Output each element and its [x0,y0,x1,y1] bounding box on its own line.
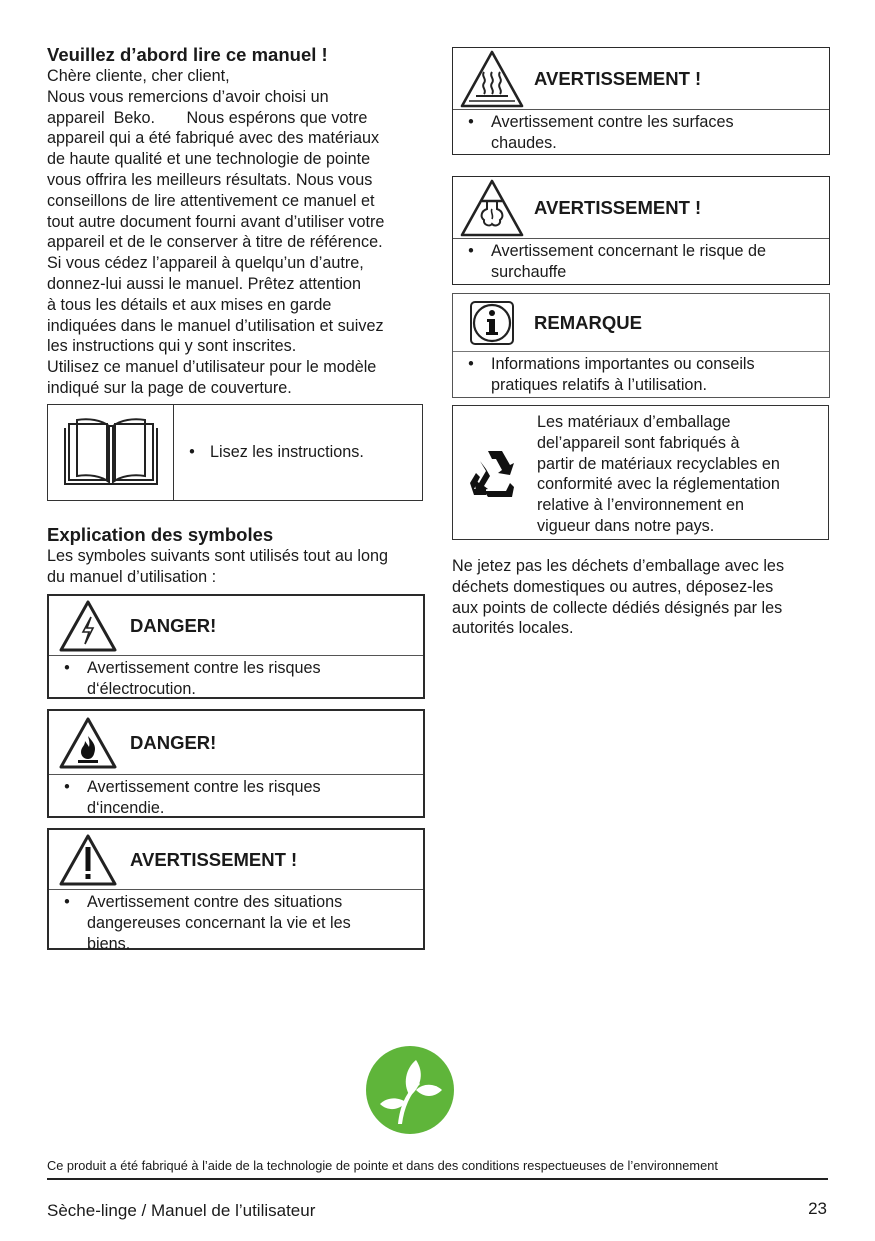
box-text-line: Avertissement contre les risques [87,778,321,796]
disposal-line: déchets domestiques ou autres, déposez-les [452,577,774,596]
box-text-line: chaudes. [491,133,557,152]
intro-line: à tous les détails et aux mises en garde [47,295,332,314]
read-instructions-text [174,405,422,500]
intro-line: Si vous cédez l’appareil à quelqu’un d’autre, [47,254,364,273]
bullet: • [64,778,70,796]
info-icon [453,301,531,345]
intro-title: Veuillez d’abord lire ce manuel ! [47,44,328,65]
box-text-line: Avertissement concernant le risque de [491,242,767,260]
note-box [452,293,830,398]
intro-line: conseillons de lire attentivement ce manuel et [47,191,375,210]
intro-line: appareil qui a été fabriqué avec des matériaux [47,129,380,148]
box-title: DANGER! [130,731,217,753]
box-text-line: Informations importantes ou conseils [491,355,755,373]
box-text-line: biens. [87,934,131,953]
disposal-line: Ne jetez pas les déchets d’emballage avec les [452,557,785,575]
intro-line: tout autre document fourni avant d’utiliser votre [47,212,385,231]
electric-shock-warning-icon [49,599,127,653]
box-title: AVERTISSEMENT ! [130,848,298,870]
read-instructions-box [47,404,423,501]
intro-line: indiquées dans le manuel d’utilisation et suivez [47,316,384,335]
box-text-line: pratiques relatifs à l’utilisation. [491,375,707,394]
document-title: Sèche-linge / Manuel de l’utilisateur [47,1201,316,1220]
recycle-box [452,405,829,540]
page-number: 23 [808,1199,827,1218]
recycle-text-line: conformité avec la réglementation [537,475,780,494]
recycle-text-line: relative à l’environnement en [537,496,744,515]
intro-line: les instructions qui y sont inscrites. [47,337,297,356]
recycle-text-line: partir de matériaux recyclables en [537,454,780,473]
box-title: DANGER! [130,614,217,636]
bullet: • [64,893,70,911]
intro-section [47,44,425,399]
recycle-text-line: del’appareil sont fabriqués à [537,433,740,452]
box-title: REMARQUE [534,311,642,333]
intro-line: appareil et de le conserver à titre de référence. [47,233,383,252]
bullet: • [468,113,474,131]
recycle-text-line: vigueur dans notre pays. [537,516,715,535]
bullet: • [468,242,474,260]
symbols-description [47,546,425,588]
box-title: AVERTISSEMENT ! [534,67,702,89]
danger-fire-box [47,709,425,818]
bullet: • [468,355,474,373]
intro-line: de haute qualité et une technologie de pointe [47,150,371,169]
intro-line: vous offrira les meilleurs résultats. Nous vous [47,170,373,189]
symbols-desc-line: Les symboles suivants sont utilisés tout au long [47,547,389,565]
intro-line: Utilisez ce manuel d’utilisateur pour le modèle [47,358,377,377]
danger-electric-box [47,594,425,699]
symbols-section [47,524,425,588]
intro-line: donnez-lui aussi le manuel. Prêtez attention [47,274,362,293]
disposal-line: autorités locales. [452,619,574,638]
box-text-line: d‘incendie. [87,798,165,817]
disposal-line: aux points de collecte dédiés désignés par les [452,598,783,617]
eco-leaf-icon [366,1046,454,1134]
warning-overheat-box [452,176,830,285]
box-text-line: Avertissement contre les surfaces [491,113,734,131]
fire-warning-icon [49,716,127,770]
intro-line: Chère cliente, cher client, [47,67,230,85]
intro-line: indiqué sur la page de couverture. [47,378,292,397]
box-text-line: surchauffe [491,262,567,281]
footer-divider [47,1178,828,1180]
warning-general-box [47,828,425,953]
warning-hot-surface-box [452,47,830,155]
footer-note: Ce produit a été fabriqué à l’aide de la technologie de pointe et dans des conditions respectueuses de l’environnement [47,1158,718,1173]
book-icon [48,405,174,500]
bullet: • [64,659,70,677]
box-text-line: dangereuses concernant la vie et les [87,913,351,932]
box-text-line: d‘électrocution. [87,679,196,698]
recycle-text-line: Les matériaux d’emballage [537,413,731,431]
read-instructions-label: Lisez les instructions. [210,443,364,461]
bullet: • [189,443,195,461]
disposal-paragraph [452,556,830,639]
hot-surface-warning-icon [453,50,531,108]
intro-body [47,66,425,399]
intro-line: Nous vous remercions d’avoir choisi un [47,87,329,106]
box-title: AVERTISSEMENT ! [534,196,702,218]
recycle-icon [453,406,537,539]
box-text-line: Avertissement contre des situations [87,893,343,911]
symbols-desc-line: du manuel d’utilisation : [47,567,217,586]
box-text-line: Avertissement contre les risques [87,659,321,677]
intro-line: appareil Beko. Nous espérons que votre [47,108,368,127]
overheat-warning-icon [453,179,531,237]
exclamation-warning-icon [49,833,127,887]
symbols-title: Explication des symboles [47,524,274,545]
